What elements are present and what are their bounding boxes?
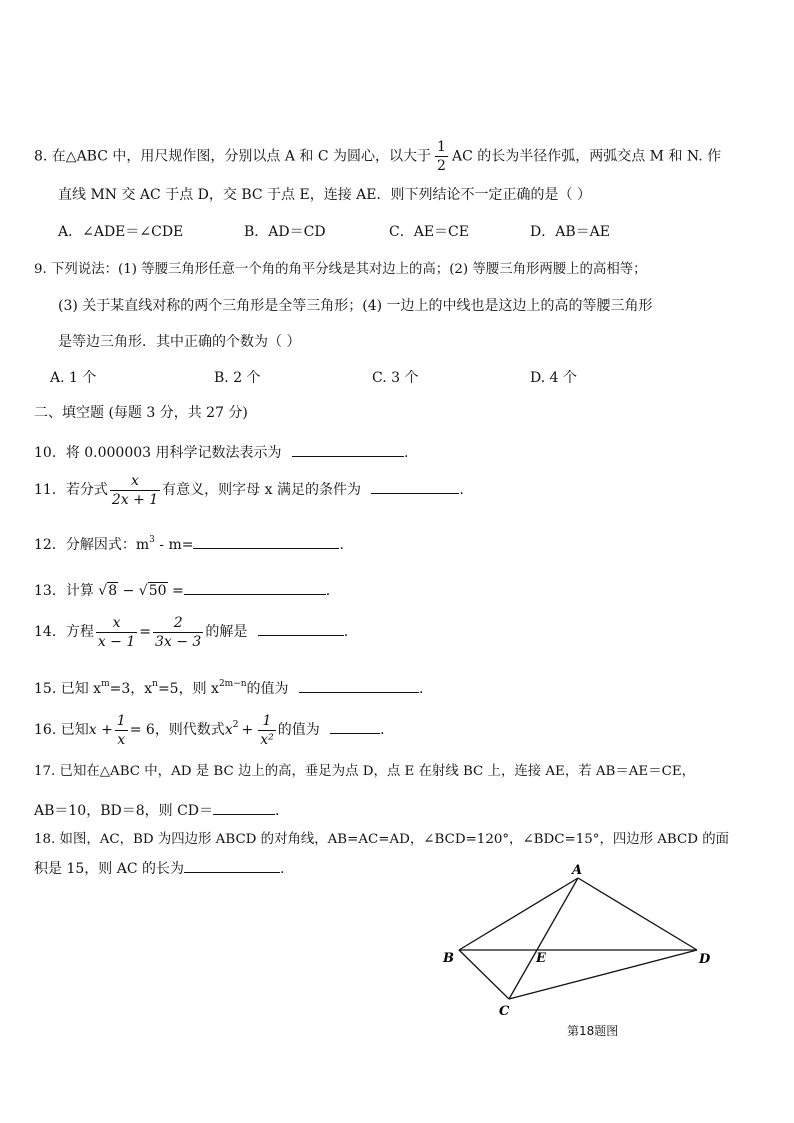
q18-answer-blank[interactable] [184,856,280,873]
q16-fraction-2 [258,712,276,749]
q11-frac-den: 2x + 1 [111,491,159,508]
q14-line [34,612,348,652]
q18-line1: 18. 如图，AC，BD 为四边形 ABCD 的对角线，AB=AC=AD，∠BCD=120°，∠BDC=15°，四边形 ABCD 的面 [34,832,730,847]
q16-x: x [224,722,233,738]
q14-fraction-2 [153,614,203,651]
q12-period: . [339,537,344,553]
q10-text: 10．将 0.000003 用科学记数法表示为 [34,445,282,461]
q14-frac1-num: x [112,614,121,631]
q9-option-d: D. 4 个 [530,370,577,386]
q16-fraction-1 [115,712,128,749]
q15-period: . [419,681,424,697]
figure-caption: 第18题图 [567,1024,619,1038]
q18-period: . [280,861,285,877]
q8-option-c: C．AE＝CE [389,224,469,240]
q15-text-pre: 15. 已知 x [34,681,102,697]
q11-fraction [110,472,160,509]
q16-answer-blank[interactable] [330,717,380,734]
q8-line1 [34,138,721,175]
q15-exp-2m-n: 2m−n [218,679,247,689]
segment-ab [459,878,578,950]
q9-option-c: C. 3 个 [372,370,419,386]
q14-period: . [343,624,349,640]
q8-frac-den: 2 [437,158,446,174]
q11-text-post: 有意义，则字母 x 满足的条件为 [162,482,361,498]
q18-line2 [34,856,284,879]
q14-frac1-den: x − 1 [97,633,136,650]
q11-line [34,470,464,510]
label-c: C [499,1004,510,1019]
q14-equals: = [139,624,151,640]
q16-line [34,708,385,754]
label-b: B [443,951,454,966]
q15-answer-blank[interactable] [299,676,419,693]
q11-text-pre: 11．若分式 [34,482,108,498]
q9-line3: 是等边三角形．其中正确的个数为（ ） [58,334,301,350]
label-e: E [536,951,546,966]
q16-frac2-num: 1 [262,712,272,729]
q11-frac-num: x [131,472,139,489]
q15-text-mid1: =3，x [109,681,153,697]
q16-exp-2: 2 [232,720,239,730]
q14-frac2-num: 2 [173,614,183,631]
label-d: D [699,952,711,967]
q16-equals-6: = 6 [129,722,155,738]
q16-plus: + [241,722,254,738]
q14-fraction-1 [96,614,137,651]
q8-frac-num: 1 [437,139,446,155]
q8-option-d: D．AB＝AE [530,224,610,240]
q13-radicand-2: 50 [148,583,167,599]
q14-frac2-den: 3x − 3 [155,633,202,650]
q15-exp-n: n [152,679,158,689]
q16-frac2-den: x² [260,731,274,748]
q12-line [34,532,344,557]
q9-line1: 9. 下列说法：(1) 等腰三角形任意一个角的角平分线是其对边上的高；(2) 等腰三角形两腰上的高相等； [34,262,647,277]
q17-period: . [275,803,280,819]
q13-radicand-1: 8 [108,583,118,599]
q13-period: . [325,583,331,599]
q13-sqrt-50: √50 [138,583,167,599]
segment-ad [578,878,697,950]
q13-line [34,578,330,601]
q16-text-pre: 16. 已知 [34,722,89,738]
q8-text-part2: AC 的长为半径作弧，两弧交点 M 和 N. 作 [451,148,722,165]
q16-frac1-den: x [115,730,128,749]
q10-line [34,440,408,463]
q16-text-mid: ，则代数式 [154,722,225,738]
q15-exp-m: m [101,679,110,689]
q15-line [34,676,423,701]
q14-text-post: 的解是 [205,624,248,640]
q13-answer-blank[interactable] [184,578,326,595]
q8-line2: 直线 MN 交 AC 于点 D，交 BC 于点 E，连接 AE．则下列结论不一定正确的是（ ） [58,187,591,203]
segment-bc [459,950,509,999]
q13-minus: − [122,583,135,599]
q15-text-post: 的值为 [246,681,289,697]
q8-option-b: B．AD＝CD [244,224,326,240]
q12-answer-blank[interactable] [193,532,339,549]
q14-text-pre: 14．方程 [34,624,94,640]
q8-option-a: A．∠ADE＝∠CDE [58,224,184,240]
q12-text-pre: 12．分解因式：m [34,537,150,553]
q16-x-plus: x + [88,722,113,738]
q13-text-pre: 13．计算 [34,583,94,599]
section-fill-in-heading: 二、填空题 (每题 3 分，共 27 分) [34,405,248,421]
q9-line2: (3) 关于某直线对称的两个三角形是全等三角形；(4) 一边上的中线也是这边上的高的等腰三角形 [58,298,653,314]
q8-text-part1: 8. 在△ABC 中，用尺规作图，分别以点 A 和 C 为圆心，以大于 [34,148,432,165]
q10-answer-blank[interactable] [292,440,404,457]
q11-period: . [459,482,464,498]
q14-answer-blank[interactable] [258,619,344,636]
q13-sqrt-8: √8 [98,583,118,599]
q13-equals: = [171,583,184,599]
q16-text-post: 的值为 [277,722,320,738]
q17-line1: 17. 已知在△ABC 中，AD 是 BC 边上的高，垂足为点 D，点 E 在射线 BC 上，连接 AE，若 AB＝AE＝CE， [34,764,696,779]
q11-answer-blank[interactable] [371,477,459,494]
segment-cd [509,950,697,999]
q16-period: . [380,722,385,738]
q12-text-post: - m= [154,537,194,553]
q17-line2 [34,798,279,821]
label-a: A [572,863,583,878]
q17-answer-blank[interactable] [213,798,275,815]
q9-option-b: B. 2 个 [214,370,261,386]
q9-option-a: A. 1 个 [50,370,97,386]
q8-fraction [435,138,448,175]
q15-text-mid2: =5，则 x [157,681,219,697]
q10-period: . [403,445,409,461]
q16-frac1-num: 1 [116,712,126,729]
q18-text: 积是 15，则 AC 的长为 [34,861,184,877]
q12-exponent: 3 [149,535,155,545]
q17-text: AB＝10，BD＝8，则 CD＝ [34,803,214,819]
segment-ac [509,878,578,999]
